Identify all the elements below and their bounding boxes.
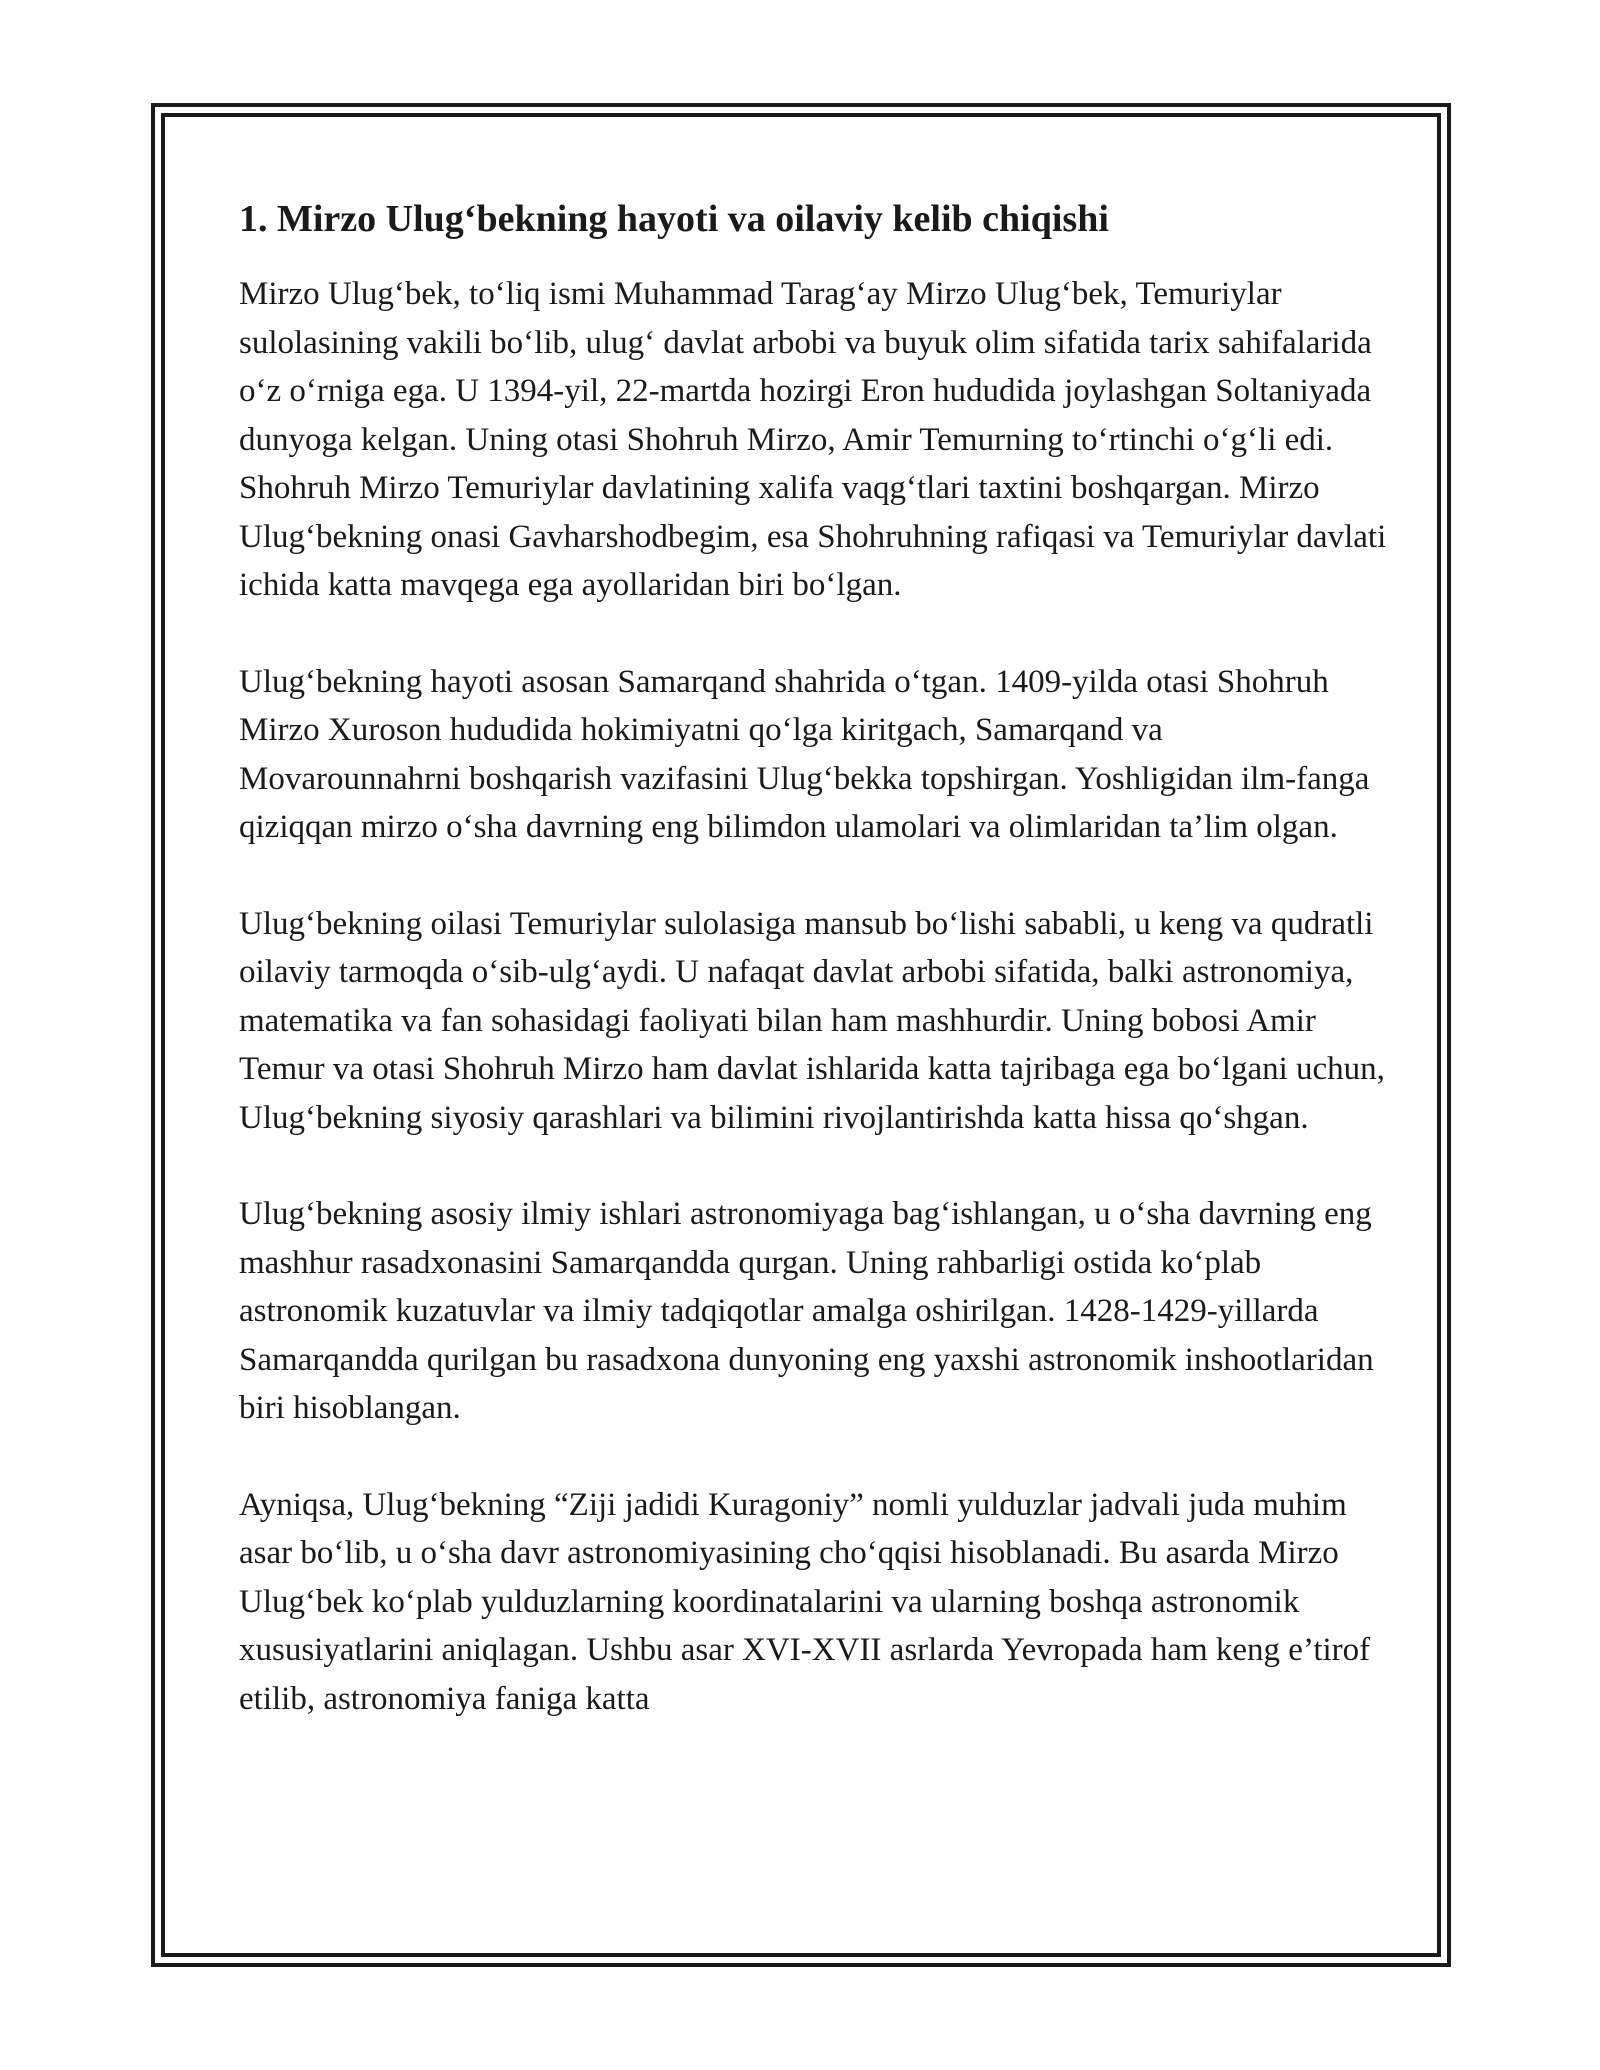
- paragraph-4: Ulug‘bekning asosiy ilmiy ishlari astronomiyaga bag‘ishlangan, u o‘sha davrning eng mashhur rasadxonasini Samarqandda qurgan. Uning rahbarligi ostida ko‘plab astronomik kuzatuvlar va ilmiy tadqiqotlar amalga oshirilgan. 1428-1429-yillarda Samarqandda qurilgan bu rasadxona dunyoning eng yaxshi astronomik inshootlaridan biri hisoblangan.: [239, 1196, 1374, 1426]
- paragraph-2: Ulug‘bekning hayoti asosan Samarqand shahrida o‘tgan. 1409-yilda otasi Shohruh Mirzo Xuroson hududida hokimiyatni qo‘lga kiritgach, Samarqand va Movarounnahrni boshqarish vazifasini Ulug‘bekka topshirgan. Yoshligidan ilm-fanga qiziqqan mirzo o‘sha davrning eng bilimdon ulamolari va olimlaridan ta’lim olgan.: [239, 663, 1370, 845]
- page-border-outer: [151, 103, 1451, 1967]
- page-border-inner: [161, 113, 1441, 1957]
- paragraph-1: Mirzo Ulug‘bek, to‘liq ismi Muhammad Tarag‘ay Mirzo Ulug‘bek, Temuriylar sulolasining vakili bo‘lib, ulug‘ davlat arbobi va buyuk olim sifatida tarix sahifalarida o‘z o‘rniga ega. U 1394-yil, 22-martda hozirgi Eron hududida joylashgan Soltaniyada dunyoga kelgan. Uning otasi Shohruh Mirzo, Amir Temurning to‘rtinchi o‘g‘li edi. Shohruh Mirzo Temuriylar davlatining xalifa vaqg‘tlari taxtini boshqargan. Mirzo Ulug‘bekning onasi Gavharshodbegim, esa Shohruhning rafiqasi va Temuriylar davlati ichida katta mavqega ega ayollaridan biri bo‘lgan.: [239, 276, 1387, 603]
- paragraph-5: Ayniqsa, Ulug‘bekning “Ziji jadidi Kuragoniy” nomli yulduzlar jadvali juda muhim asar bo‘lib, u o‘sha davr astronomiyasining cho‘qqisi hisoblanadi. Bu asarda Mirzo Ulug‘bek ko‘plab yulduzlarning koordinatalarini va ularning boshqa astronomik xususiyatlarini aniqlagan. Ushbu asar XVI-XVII asrlarda Yevropada ham keng e’tirof etilib, astronomiya faniga katta: [239, 1486, 1371, 1717]
- paragraph-3: Ulug‘bekning oilasi Temuriylar sulolasiga mansub bo‘lishi sababli, u keng va qudratli oilaviy tarmoqda o‘sib-ulg‘aydi. U nafaqat davlat arbobi sifatida, balki astronomiya, matematika va fan sohasidagi faoliyati bilan ham mashhurdir. Uning bobosi Amir Temur va otasi Shohruh Mirzo ham davlat ishlarida katta tajribaga ega bo‘lgani uchun, Ulug‘bekning siyosiy qarashlari va bilimini rivojlantirishda katta hissa qo‘shgan.: [239, 905, 1385, 1136]
- section-heading: 1. Mirzo Ulug‘bekning hayoti va oilaviy kelib chiqishi: [239, 198, 1109, 240]
- document-body: [239, 195, 1389, 1723]
